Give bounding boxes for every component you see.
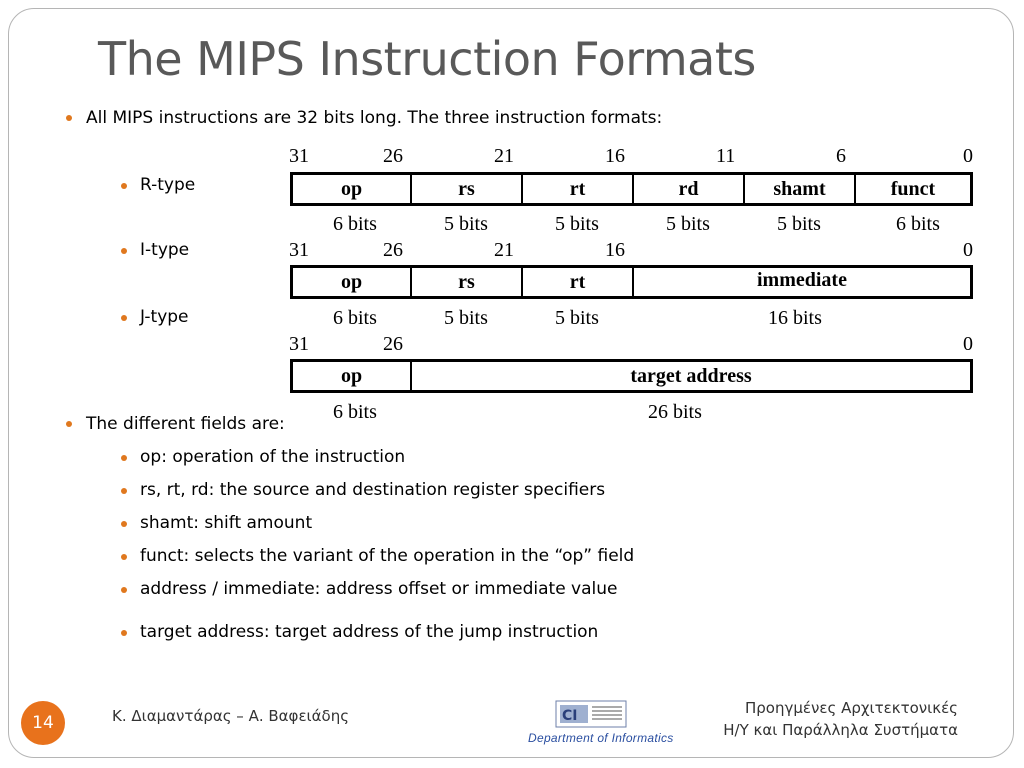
bullet-fields-heading [86,414,285,434]
bit-position: 6 [836,145,846,167]
field-rd: rd [634,175,745,203]
bullet-dot-icon [121,315,127,321]
field-width: 5 bits [777,213,821,235]
field-width: 6 bits [896,213,940,235]
intro-text: All MIPS instructions are 32 bits long. The three instruction formats: [86,108,663,128]
bit-position: 0 [963,145,973,167]
bullet-i-type [140,240,189,260]
field-desc-text: shamt: shift amount [140,513,313,533]
field-width: 6 bits [333,307,377,329]
field-desc-text: address / immediate: address offset or immediate value [140,579,618,599]
field-op: op [293,362,412,390]
bullet-dot-icon [121,455,127,461]
bit-position: 26 [383,333,403,355]
field-rs: rs [412,175,523,203]
field-width: 5 bits [444,213,488,235]
field-desc-item [140,579,618,599]
bullet-dot-icon [121,587,127,593]
j-type-format-box [290,359,973,393]
bullet-dot-icon [121,521,127,527]
field-rt: rt [523,175,634,203]
page-number-badge: 14 [21,701,65,745]
fields-heading: The different fields are: [86,414,285,434]
bullet-dot-icon [66,421,72,427]
field-desc-text: rs, rt, rd: the source and destination register specifiers [140,480,606,500]
field-width: 5 bits [555,307,599,329]
field-width: 26 bits [648,401,702,423]
field-immediate: immediate [757,269,847,291]
bullet-dot-icon [121,554,127,560]
bullet-dot-icon [121,630,127,636]
field-op: op [293,175,412,203]
footer-course [723,697,958,741]
field-rs: rs [412,268,523,296]
field-desc-text: op: operation of the instruction [140,447,406,467]
bullet-dot-icon [66,115,72,121]
field-width: 16 bits [768,307,822,329]
logo-caption: Department of Informatics [528,731,674,745]
bit-position: 0 [963,333,973,355]
field-desc-text: target address: target address of the jump instruction [140,622,599,642]
type-label: R-type [140,175,196,195]
bullet-dot-icon [121,248,127,254]
i-type-format-box [290,265,973,299]
bit-position: 11 [716,145,736,167]
bullet-dot-icon [121,183,127,189]
course-line-2: Η/Υ και Παράλληλα Συστήματα [723,721,958,739]
field-width: 5 bits [666,213,710,235]
field-shamt: shamt [745,175,856,203]
field-desc-item [140,480,605,500]
footer-author: Κ. Διαμαντάρας – Α. Βαφειάδης [112,707,350,725]
field-width: 6 bits [333,213,377,235]
bullet-r-type [140,175,195,195]
field-desc-item [140,622,598,642]
course-line-1: Προηγμένες Αρχιτεκτονικές [745,699,958,717]
field-width: 6 bits [333,401,377,423]
type-label: I-type [140,240,190,260]
bit-position: 31 [289,145,309,167]
bit-position: 26 [383,145,403,167]
slide-title: The MIPS Instruction Formats [98,32,756,86]
svg-text:CI: CI [562,708,578,724]
field-funct: funct [890,178,936,200]
bit-position: 26 [383,239,403,261]
field-desc-item [140,447,405,467]
bit-position: 31 [289,239,309,261]
bit-position: 16 [605,239,625,261]
bullet-intro [86,108,662,128]
bit-position: 16 [605,145,625,167]
type-label: J-type [140,307,189,327]
bit-position: 31 [289,333,309,355]
field-rt: rt [523,268,634,296]
field-desc-item [140,546,634,566]
field-target-address: target address [630,365,752,387]
field-width: 5 bits [555,213,599,235]
bullet-dot-icon [121,488,127,494]
field-desc-text: funct: selects the variant of the operation in the “op” field [140,546,635,566]
field-desc-item [140,513,312,533]
field-op: op [293,268,412,296]
bit-position: 0 [963,239,973,261]
bit-position: 21 [494,145,514,167]
bit-position: 21 [494,239,514,261]
bullet-j-type [140,307,189,327]
r-type-format-box [290,172,973,206]
field-width: 5 bits [444,307,488,329]
